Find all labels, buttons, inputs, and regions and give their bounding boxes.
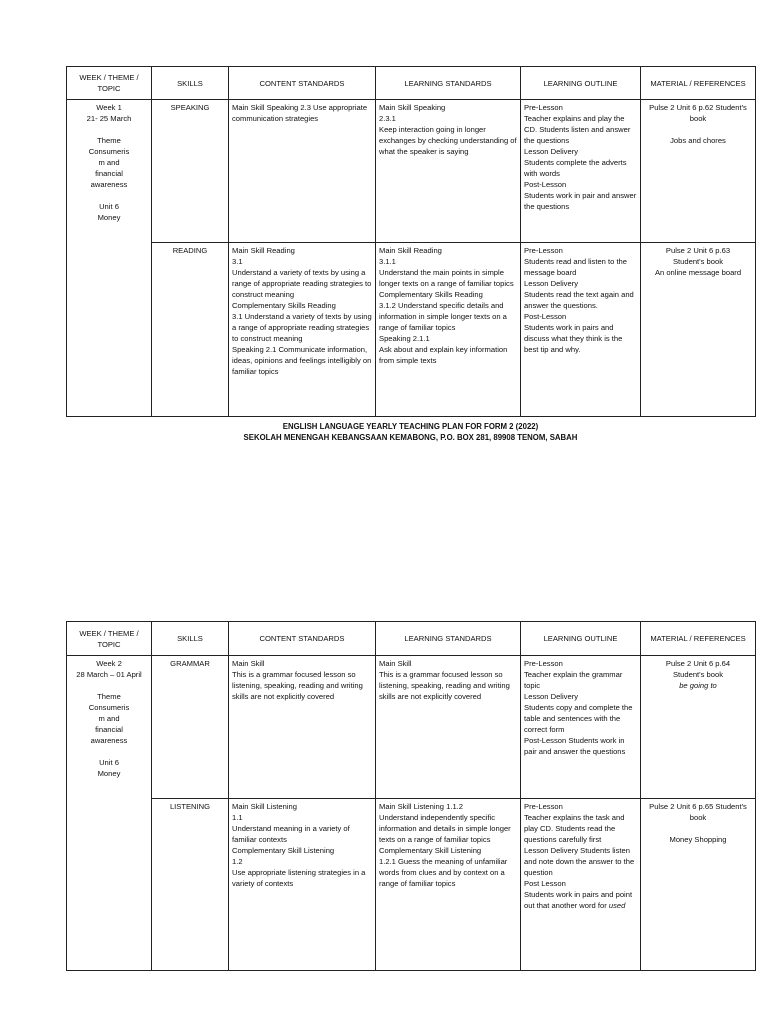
table-row bbox=[67, 799, 756, 971]
content-standard-cell bbox=[229, 799, 376, 971]
header-learning-outline: LEARNING OUTLINE bbox=[521, 67, 641, 100]
content-standard-text: Main Skill Speaking 2.3 Use appropriate communication strategies bbox=[232, 103, 368, 123]
material-cell bbox=[641, 656, 756, 799]
material-topic: be going to bbox=[679, 681, 717, 690]
header-skills: SKILLS bbox=[152, 622, 229, 656]
material-book: Pulse 2 Unit 6 p.64 Student's book bbox=[665, 659, 731, 679]
theme-text: Consumeris m and financial awareness bbox=[88, 703, 130, 745]
content-standard-text: Main Skill Listening 1.1 Understand meaning in a variety of familiar contexts Complementary Skill Listening 1.2 Use appropriate listening strategies in a variety of contexts bbox=[232, 802, 366, 888]
content-standard-text: Main Skill Reading 3.1 Understand a variety of texts by using a range of appropriate reading strategies to construct meaning Complementary Skills Reading 3.1 Understand a variety of texts by using a range of appropriate reading strategies to construct meaning Speaking 2.1 Communicate information, ideas, opinions and feelings intelligibly on familiar topics bbox=[232, 246, 372, 376]
content-standard-text: Main Skill This is a grammar focused lesson so listening, speaking, reading and writing skills are not explicitly covered bbox=[232, 659, 363, 701]
table-row bbox=[67, 243, 756, 417]
theme-label: Theme bbox=[97, 136, 121, 145]
material-cell bbox=[641, 799, 756, 971]
document-footer bbox=[66, 421, 755, 443]
learning-standard-text: Main Skill Reading 3.1.1 Understand the main points in simple longer texts on a range of familiar topics Complementary Skills Reading 3.1.2 Understand specific details and information in simple longer texts on a range of familiar topics Speaking 2.1.1 Ask about and explain key information from simple texts bbox=[379, 246, 514, 365]
skill-cell: READING bbox=[152, 243, 229, 417]
learning-standard-cell bbox=[376, 656, 521, 799]
unit-label: Unit 6 bbox=[99, 758, 119, 767]
topic-label: Money bbox=[97, 769, 121, 778]
table-row bbox=[67, 100, 756, 243]
week-number: Week 2 bbox=[96, 659, 122, 668]
week-number: Week 1 bbox=[96, 103, 122, 112]
header-learning-standards: LEARNING STANDARDS bbox=[376, 67, 521, 100]
learning-outline-italic: used bbox=[608, 901, 626, 910]
material-book: Pulse 2 Unit 6 p.63 Student's book bbox=[665, 246, 731, 266]
learning-outline-cell bbox=[521, 100, 641, 243]
skill-cell: SPEAKING bbox=[152, 100, 229, 243]
teaching-plan-table-week2 bbox=[66, 621, 756, 971]
header-week: WEEK / THEME / TOPIC bbox=[67, 622, 152, 656]
header-row bbox=[67, 67, 756, 100]
material-cell bbox=[641, 100, 756, 243]
learning-outline-text: Pre-Lesson Students read and listen to the message board Lesson Delivery Students read the text again and answer the questions. Post-Lesson Students work in pairs and discuss what they think is the best tip and why. bbox=[524, 246, 634, 354]
header-week: WEEK / THEME / TOPIC bbox=[67, 67, 152, 100]
material-book: Pulse 2 Unit 6 p.65 Student's book bbox=[649, 802, 747, 822]
content-standard-cell bbox=[229, 656, 376, 799]
material-topic: An online message board bbox=[654, 268, 742, 277]
learning-outline-text: Pre-Lesson Teacher explains and play the CD. Students listen and answer the questions Lesson Delivery Students complete the adverts with words Post-Lesson Students work in pair and answer the questions bbox=[524, 103, 637, 211]
header-material: MATERIAL / REFERENCES bbox=[641, 622, 756, 656]
theme-label: Theme bbox=[97, 692, 121, 701]
material-topic: Jobs and chores bbox=[670, 136, 726, 145]
week-dates: 21- 25 March bbox=[86, 114, 132, 123]
table-row bbox=[67, 656, 756, 799]
theme-text: Consumeris m and financial awareness bbox=[88, 147, 130, 189]
header-learning-outline: LEARNING OUTLINE bbox=[521, 622, 641, 656]
week-cell bbox=[67, 100, 152, 417]
learning-outline-text: Pre-Lesson Teacher explains the task and play CD. Students read the questions carefully first Lesson Delivery Students listen and note down the answer to the question Post Lesson Students work in pairs and point out that another word for bbox=[524, 802, 635, 910]
footer-school: SEKOLAH MENENGAH KEBANGSAAN KEMABONG, P.O. BOX 281, 89908 TENOM, SABAH bbox=[243, 433, 578, 442]
week-dates: 28 March – 01 April bbox=[76, 670, 142, 679]
learning-standard-cell bbox=[376, 100, 521, 243]
learning-outline-cell bbox=[521, 656, 641, 799]
learning-standard-text: Main Skill Speaking 2.3.1 Keep interaction going in longer exchanges by checking understanding of what the speaker is saying bbox=[379, 103, 517, 156]
header-row bbox=[67, 622, 756, 656]
learning-outline-cell bbox=[521, 243, 641, 417]
header-content-standards: CONTENT STANDARDS bbox=[229, 67, 376, 100]
header-learning-standards: LEARNING STANDARDS bbox=[376, 622, 521, 656]
skill-cell: GRAMMAR bbox=[152, 656, 229, 799]
material-cell bbox=[641, 243, 756, 417]
footer-title: ENGLISH LANGUAGE YEARLY TEACHING PLAN FOR FORM 2 (2022) bbox=[282, 422, 539, 431]
content-standard-cell bbox=[229, 100, 376, 243]
header-material: MATERIAL / REFERENCES bbox=[641, 67, 756, 100]
topic-label: Money bbox=[97, 213, 121, 222]
header-content-standards: CONTENT STANDARDS bbox=[229, 622, 376, 656]
content-standard-cell bbox=[229, 243, 376, 417]
material-topic: Money Shopping bbox=[669, 835, 727, 844]
learning-outline-text: Pre-Lesson Teacher explain the grammar topic Lesson Delivery Students copy and complete the table and sentences with the correct form Post-Lesson Students work in pair and answer the questions bbox=[524, 659, 633, 756]
learning-standard-text: Main Skill This is a grammar focused lesson so listening, speaking, reading and writing skills are not explicitly covered bbox=[379, 659, 510, 701]
learning-standard-text: Main Skill Listening 1.1.2 Understand independently specific information and details in simple longer texts on a range of familiar topics Complementary Skill Listening 1.2.1 Guess the meaning of unfamiliar words from clues and by context on a range of familiar topics bbox=[379, 802, 511, 888]
learning-standard-cell bbox=[376, 243, 521, 417]
header-skills: SKILLS bbox=[152, 67, 229, 100]
week-cell bbox=[67, 656, 152, 971]
learning-standard-cell bbox=[376, 799, 521, 971]
teaching-plan-table-week1 bbox=[66, 66, 756, 417]
skill-cell: LISTENING bbox=[152, 799, 229, 971]
unit-label: Unit 6 bbox=[99, 202, 119, 211]
material-book: Pulse 2 Unit 6 p.62 Student's book bbox=[649, 103, 747, 123]
learning-outline-cell bbox=[521, 799, 641, 971]
